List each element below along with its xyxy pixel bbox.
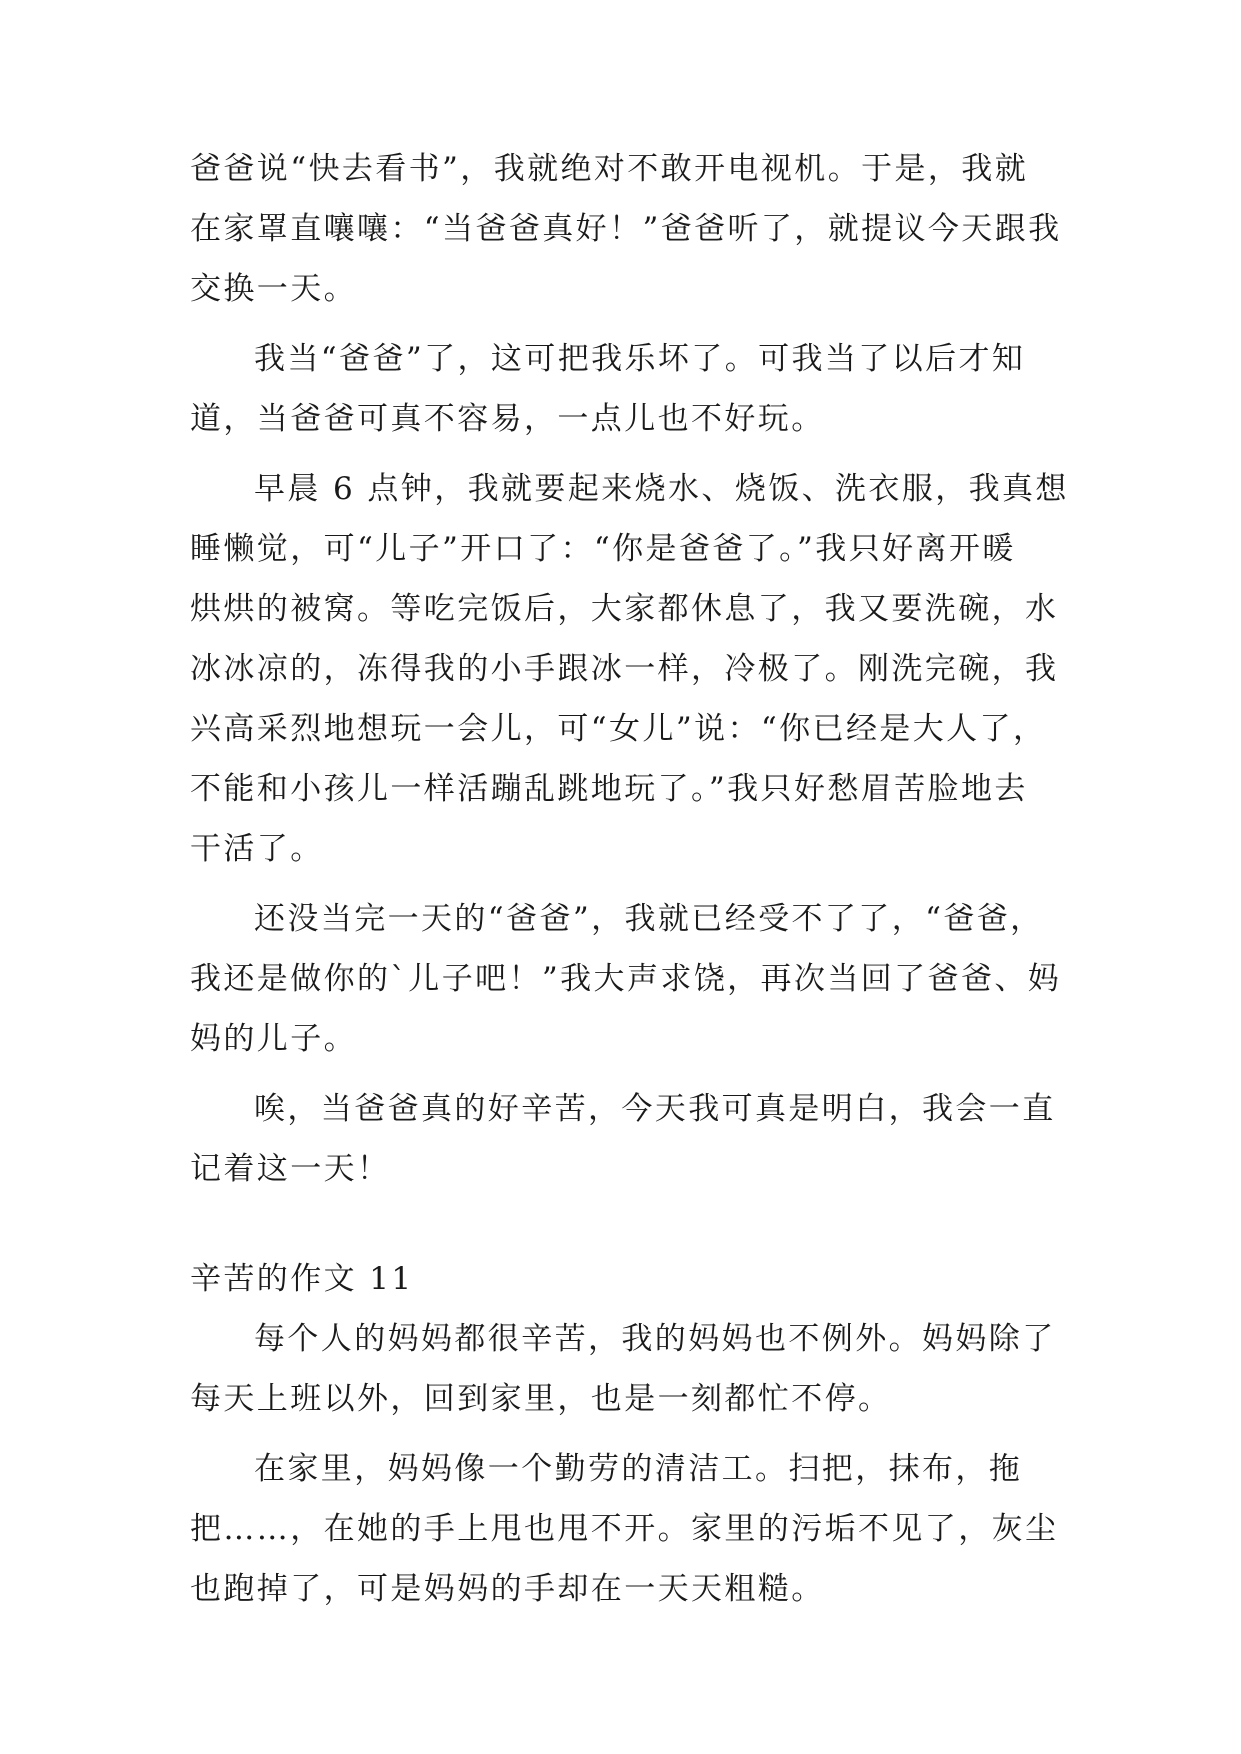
text-line: 爸爸说“快去看书”，我就绝对不敢开电视机。于是，我就 <box>190 151 1029 187</box>
section-heading: 辛苦的作文 11 <box>190 1261 414 1297</box>
text-line: 也跑掉了，可是妈妈的手却在一天天粗糙。 <box>190 1571 825 1607</box>
paragraph-first-line: 每个人的妈妈都很辛苦，我的妈妈也不例外。妈妈除了 <box>254 1321 1056 1357</box>
paragraph-first-line: 我当“爸爸”了，这可把我乐坏了。可我当了以后才知 <box>254 341 1026 377</box>
text-line: 干活了。 <box>190 831 324 867</box>
text-line: 我还是做你的`儿子吧！”我大声求饶，再次当回了爸爸、妈 <box>190 961 1062 997</box>
text-line: 烘烘的被窝。等吃完饭后，大家都休息了，我又要洗碗，水 <box>190 591 1059 627</box>
text-line: 每天上班以外，回到家里，也是一刻都忙不停。 <box>190 1381 892 1417</box>
paragraph-first-line: 唉，当爸爸真的好辛苦，今天我可真是明白，我会一直 <box>254 1091 1056 1127</box>
text-line: 在家罩直嚷嚷：“当爸爸真好！”爸爸听了，就提议今天跟我 <box>190 211 1062 247</box>
text-line: 把……，在她的手上甩也甩不开。家里的污垢不见了，灰尘 <box>190 1511 1059 1547</box>
text-line: 妈的儿子。 <box>190 1021 357 1057</box>
text-line: 兴高采烈地想玩一会儿，可“女儿”说：“你已经是大人了， <box>190 711 1047 747</box>
paragraph-first-line: 还没当完一天的“爸爸”，我就已经受不了了，“爸爸， <box>254 901 1044 937</box>
text-line: 不能和小孩儿一样活蹦乱跳地玩了。”我只好愁眉苦脸地去 <box>190 771 1028 807</box>
text-line: 交换一天。 <box>190 271 357 307</box>
text-line: 记着这一天！ <box>190 1151 391 1187</box>
text-line: 冰冰凉的，冻得我的小手跟冰一样，冷极了。刚洗完碗，我 <box>190 651 1059 687</box>
text-line: 道，当爸爸可真不容易，一点儿也不好玩。 <box>190 401 825 437</box>
paragraph-first-line: 早晨 6 点钟，我就要起来烧水、烧饭、洗衣服，我真想 <box>254 471 1069 507</box>
paragraph-first-line: 在家里，妈妈像一个勤劳的清洁工。扫把，抹布，拖 <box>254 1451 1023 1487</box>
text-line: 睡懒觉，可“儿子”开口了：“你是爸爸了。”我只好离开暖 <box>190 531 1016 567</box>
